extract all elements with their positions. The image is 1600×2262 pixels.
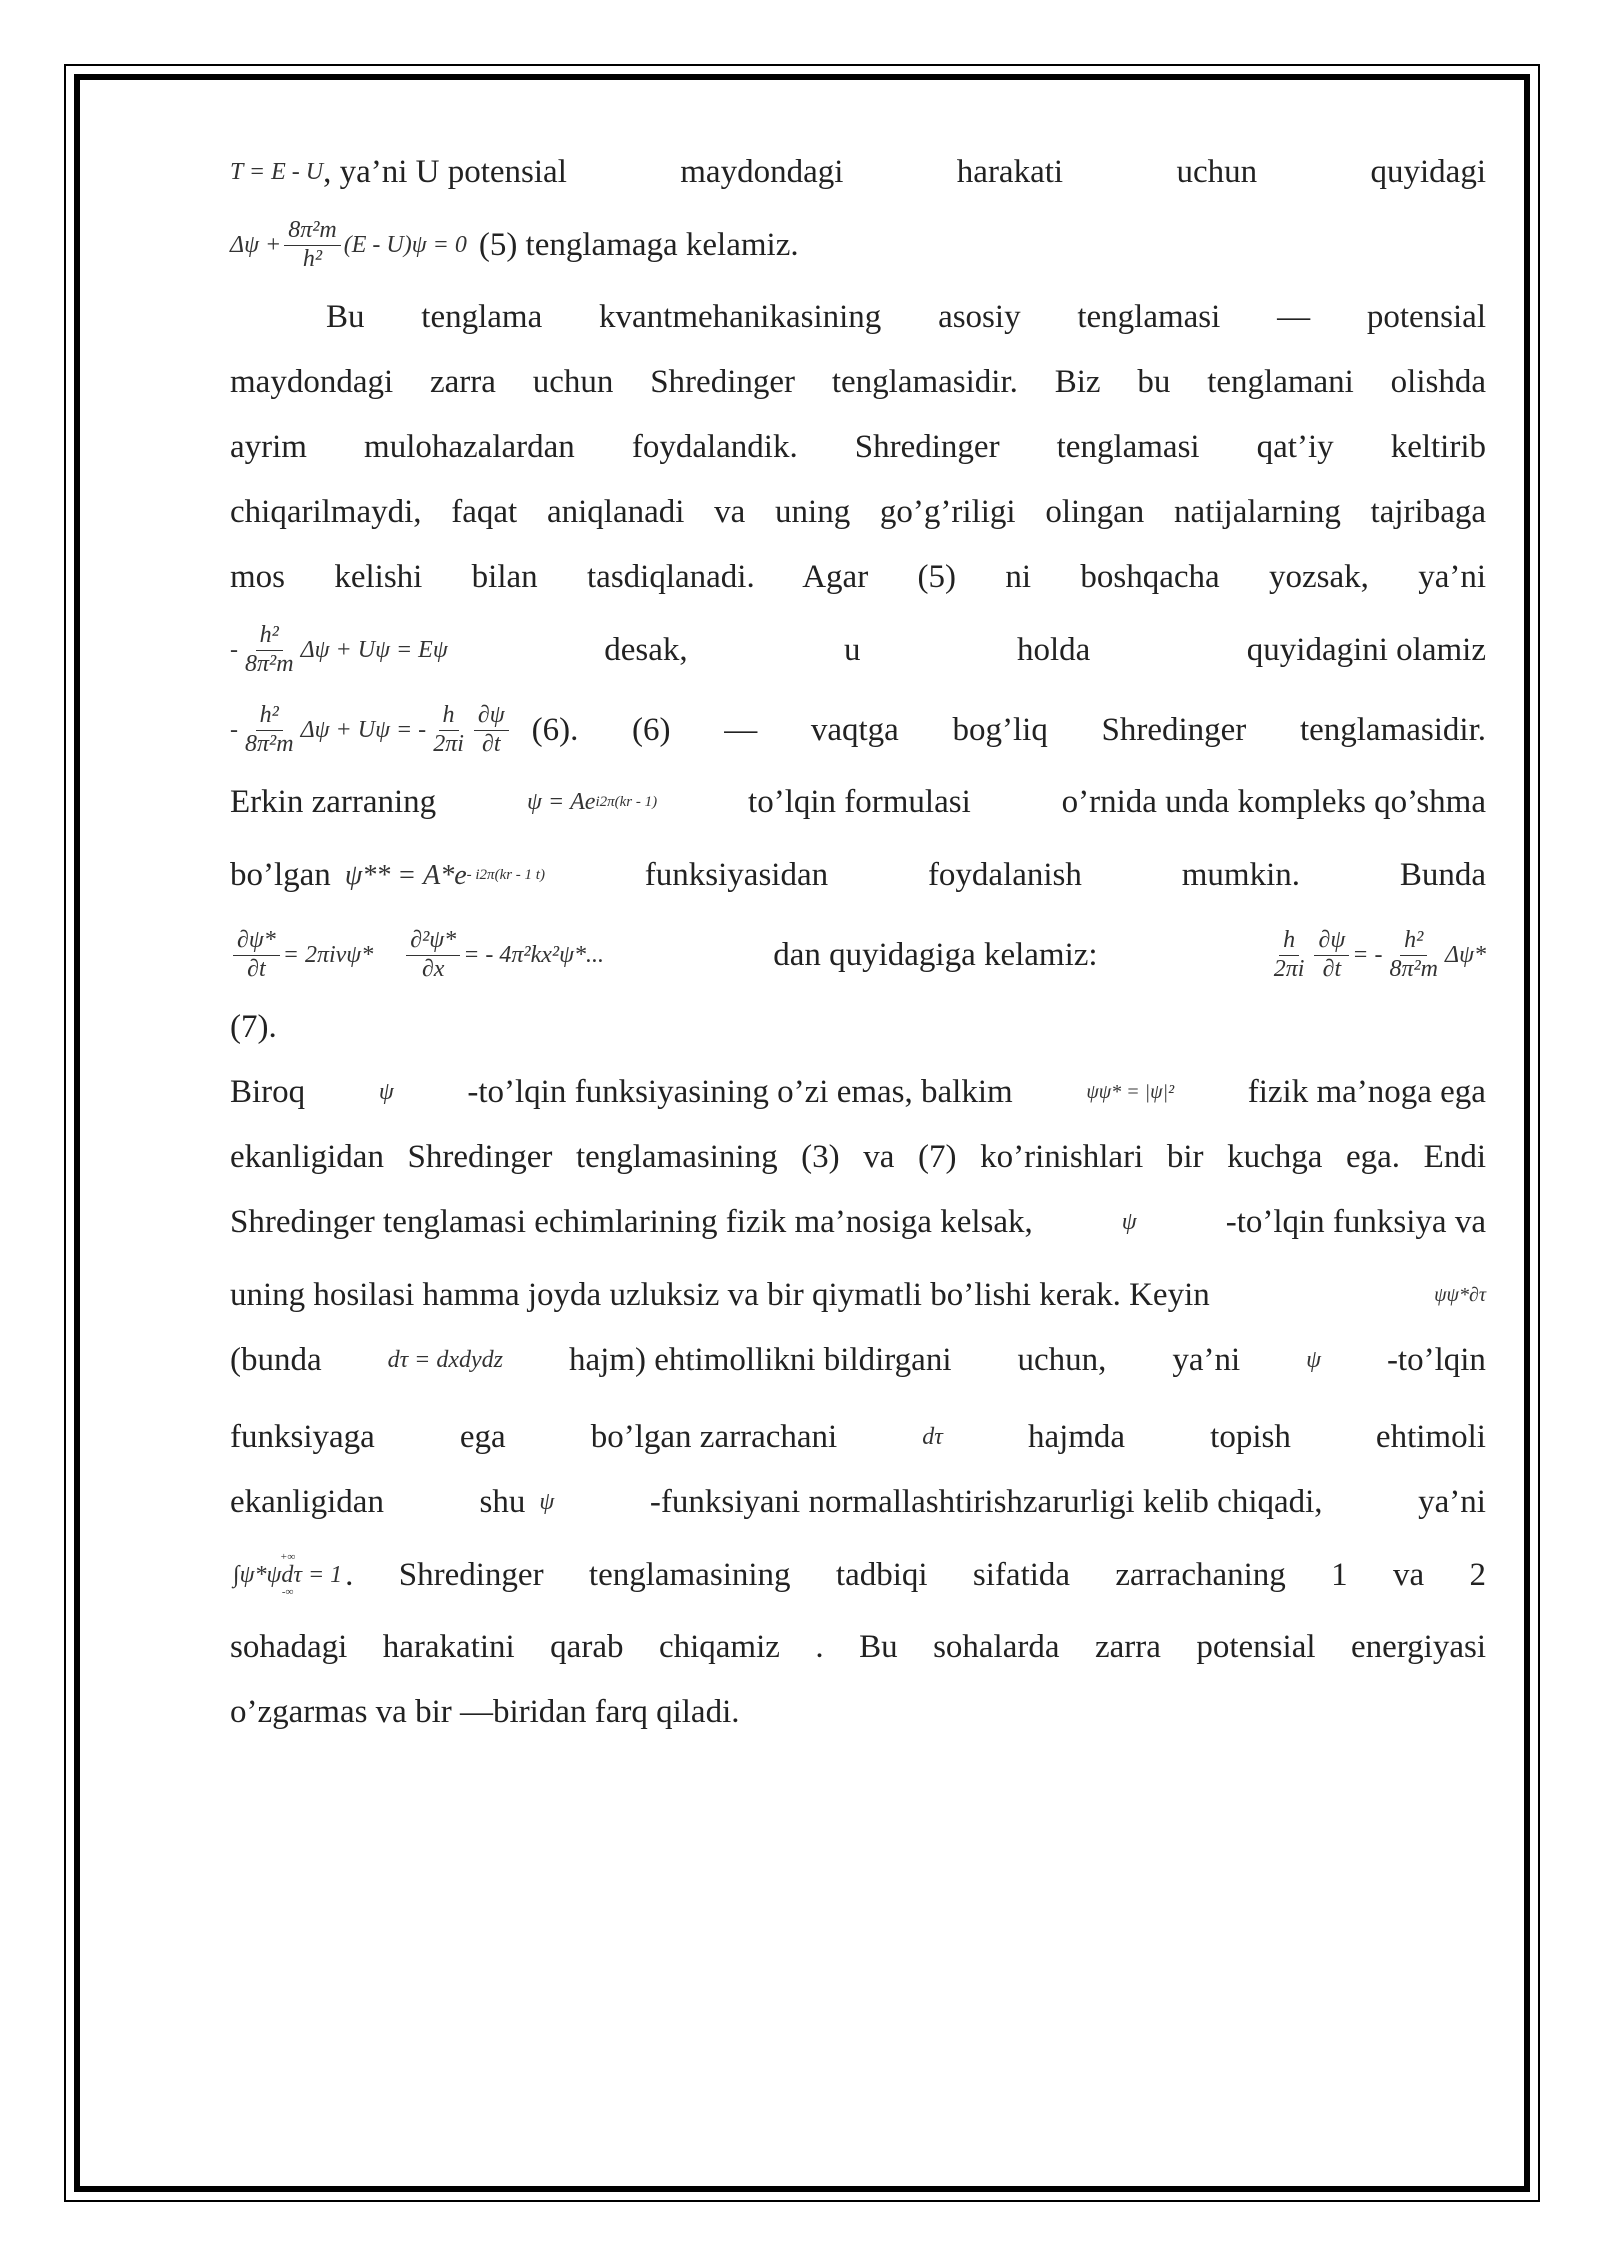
equation: ψ bbox=[539, 1489, 555, 1515]
document-body bbox=[230, 140, 1486, 1745]
text-segment: -to’lqin funksiya va bbox=[1225, 1204, 1486, 1240]
paragraph-line: o’zgarmas va bir —biridan farq qiladi. bbox=[230, 1694, 740, 1730]
text-segment: ehtimoli bbox=[1375, 1419, 1486, 1455]
equation: ψ bbox=[1121, 1209, 1137, 1235]
text-segment: quyidagi bbox=[1370, 154, 1486, 190]
equation: ψ bbox=[1306, 1347, 1321, 1373]
paragraph-line: maydondagi zarra uchun Shredinger tenglamasidir. Biz bu tenglamani olishda bbox=[230, 364, 1486, 400]
text-segment: ya’ni bbox=[1418, 1484, 1486, 1520]
text-line bbox=[230, 1470, 1486, 1535]
text-segment: uning hosilasi hamma joyda uzluksiz va bir qiymatli bo’lishi kerak. Keyin bbox=[230, 1277, 1210, 1313]
text-line bbox=[230, 835, 1486, 915]
equation-5: Δψ + $\frac{\text{8π²m}}{\text{h²}}$ (E - U)ψ = 0 bbox=[230, 216, 467, 272]
text-line bbox=[230, 1060, 1486, 1125]
equation-line bbox=[230, 690, 1486, 770]
equation: ψ** = A*e - i2π(kr - 1 t) bbox=[344, 859, 545, 891]
text-segment: ya’ni bbox=[1172, 1342, 1241, 1378]
text-segment: dan quyidagiga kelamiz: bbox=[773, 936, 1098, 973]
text-segment: Erkin zarraning bbox=[230, 784, 437, 820]
text-segment: hajm) ehtimollikni bildirgani bbox=[568, 1342, 952, 1378]
paragraph-line: mos kelishi bilan tasdiqlanadi. Agar (5) ni boshqacha yozsak, ya’ni bbox=[230, 559, 1486, 595]
text-segment: ega bbox=[459, 1419, 506, 1455]
equation-line bbox=[230, 1535, 1486, 1615]
paragraph-line: sohadagi harakatini qarab chiqamiz . Bu sohalarda zarra potensial energiyasi bbox=[230, 1629, 1486, 1665]
text-line bbox=[230, 770, 1486, 835]
text-segment: shu bbox=[479, 1484, 526, 1520]
equation: dτ = dxdydz bbox=[387, 1347, 504, 1373]
text-segment: Bunda bbox=[1399, 856, 1486, 893]
text-segment: -funksiyani normallashtirishzarurligi kelib chiqadi, bbox=[649, 1484, 1323, 1520]
text-segment: desak, bbox=[604, 631, 688, 668]
text-segment: uchun bbox=[1176, 154, 1258, 190]
equation-line bbox=[230, 915, 1486, 995]
paragraph-line: ekanligidan Shredinger tenglamasining (3) va (7) ko’rinishlari bir kuchga ega. Endi bbox=[230, 1139, 1486, 1175]
equation-number: (7). bbox=[230, 1009, 277, 1045]
text-segment: hajmda bbox=[1027, 1419, 1126, 1455]
text-segment: to’lqin formulasi bbox=[748, 784, 971, 820]
text-segment: quyidagini olamiz bbox=[1246, 631, 1486, 668]
paragraph-line: Bu tenglama kvantmehanikasining asosiy tenglamasi — potensial bbox=[326, 299, 1486, 335]
text-segment: mumkin. bbox=[1181, 856, 1300, 893]
equation: ψ = Ae i2π(kr - 1) bbox=[527, 789, 658, 815]
text-segment: bo’lgan zarrachani bbox=[590, 1419, 838, 1455]
text-line bbox=[230, 1190, 1486, 1255]
text-segment: -to’lqin funksiyasining o’zi emas, balkim bbox=[467, 1074, 1013, 1110]
equation-line bbox=[230, 610, 1486, 690]
text-segment: fizik ma’noga ega bbox=[1247, 1074, 1486, 1110]
text-segment: funksiyaga bbox=[230, 1419, 375, 1455]
text-segment: foydalanish bbox=[927, 856, 1082, 893]
text-segment: topish bbox=[1210, 1419, 1291, 1455]
equation: dτ bbox=[922, 1424, 943, 1450]
text-segment: harakati bbox=[956, 154, 1064, 190]
text-segment: o’rnida unda kompleks qo’shma bbox=[1061, 784, 1486, 820]
equation: ψψ* = |ψ|² bbox=[1086, 1081, 1175, 1103]
text-segment: bo’lgan bbox=[230, 856, 331, 893]
paragraph-line: ayrim mulohazalardan foydalandik. Shredinger tenglamasi qat’iy keltirib bbox=[230, 429, 1486, 465]
text-line bbox=[230, 1263, 1486, 1328]
text-segment: Shredinger tenglamasi echimlarining fizik ma’nosiga kelsak, bbox=[230, 1204, 1033, 1240]
text-segment: (5) tenglamaga kelamiz. bbox=[478, 226, 799, 263]
text-segment: u bbox=[844, 631, 861, 668]
text-segment: ekanligidan bbox=[230, 1484, 384, 1520]
paragraph-line: chiqarilmaydi, faqat aniqlanadi va uning go’g’riligi olingan natijalarning tajribaga bbox=[230, 494, 1486, 530]
text-segment: funksiyasidan bbox=[644, 856, 829, 893]
equation-line bbox=[230, 205, 1486, 285]
text-line bbox=[230, 1405, 1486, 1470]
text-segment: -to’lqin bbox=[1386, 1342, 1486, 1378]
equation: $\frac{\partial\psi*}{\partial t}$ = 2πivψ* $\frac{\text{∂²ψ*}}{\partial x}$ = - 4π²kx²ψ*... bbox=[230, 923, 604, 988]
text-segment: (bunda bbox=[230, 1342, 322, 1378]
text-segment: uchun, bbox=[1017, 1342, 1107, 1378]
equation: T = E - U bbox=[230, 159, 324, 185]
text-segment: Biroq bbox=[230, 1074, 306, 1110]
text-line bbox=[230, 140, 1486, 205]
normalization-equation: +∞ ∫ψ*ψdτ = 1 -∞ bbox=[233, 1551, 343, 1598]
equation-6: - $\frac{\text{h²}}{\text{8π²m}}$ Δψ + Uψ = - $\frac{h}{2\pi i}$ $\frac{\partial\psi}{\partial t}$ bbox=[230, 698, 512, 763]
text-line bbox=[230, 1328, 1486, 1393]
equation: ψ bbox=[378, 1079, 394, 1105]
equation: ψψ*∂τ bbox=[1434, 1284, 1486, 1306]
equation-7: $\frac{h}{2\pi i}$ $\frac{\partial\psi}{\partial t}$ = - $\frac{\text{h²}}{\text{8π²m}}$ Δψ* bbox=[1273, 926, 1486, 982]
text-segment: maydondagi bbox=[680, 154, 844, 190]
text-segment: (6). (6) — vaqtga bog’liq Shredinger tenglamasidir. bbox=[531, 711, 1486, 748]
text-segment: holda bbox=[1017, 631, 1091, 668]
equation: - $\frac{\text{h²}}{\text{8π²m}}$ Δψ + Uψ = Eψ bbox=[230, 621, 448, 677]
text-segment: . Shredinger tenglamasining tadbiqi sifatida zarrachaning 1 va 2 bbox=[345, 1556, 1486, 1593]
text-segment: , ya’ni U potensial bbox=[323, 154, 567, 190]
